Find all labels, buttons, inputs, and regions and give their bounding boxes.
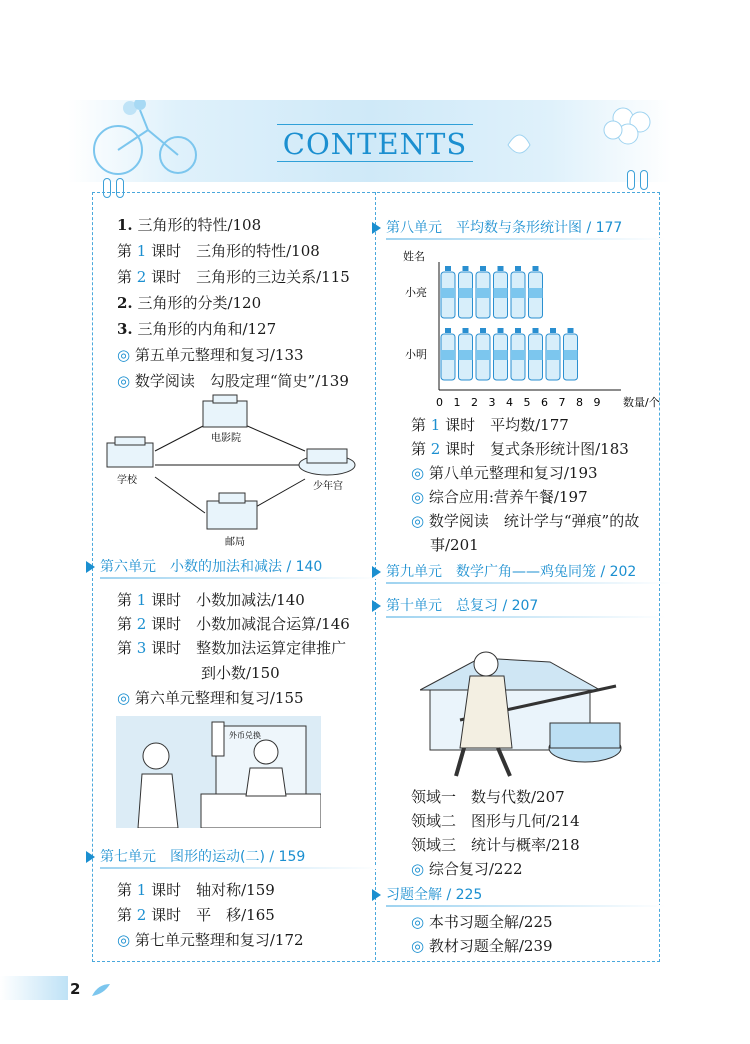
bottle-mark (459, 266, 473, 318)
archer-illustration (420, 628, 630, 780)
answers-title: 习题全解 / 225 (386, 887, 483, 903)
bottle-mark (511, 328, 525, 380)
lesson-number: 1 (136, 591, 147, 609)
heading-underline (100, 867, 380, 869)
chart-tick-label: 2 (471, 396, 478, 409)
unit6-heading[interactable] (86, 555, 380, 579)
heading-underline (386, 616, 666, 618)
bottle-mark (529, 266, 543, 318)
binder-ring-icon (640, 170, 648, 190)
entry-prefix: 第 (411, 440, 427, 458)
lesson-number: 2 (136, 268, 147, 286)
entry-text: 课时 复式条形统计图/183 (445, 440, 629, 458)
entry-text: 课时 轴对称/159 (151, 881, 275, 899)
entry-number: 1. (117, 216, 133, 234)
page-number: 2 (70, 980, 81, 998)
lesson-number: 2 (136, 906, 147, 924)
lesson-number: 2 (136, 615, 147, 633)
toc-entry[interactable] (117, 881, 275, 899)
toc-entry[interactable] (117, 346, 304, 364)
arrow-right-icon (372, 889, 381, 901)
entry-text: 课时 平均数/177 (445, 416, 569, 434)
entry-prefix: 第 (117, 591, 133, 609)
entry-prefix: 第 (117, 881, 133, 899)
bank-illustration (116, 716, 321, 828)
toc-entry[interactable] (117, 591, 305, 609)
entry-text: 事/201 (430, 536, 479, 554)
chart-category-label: 小亮 (405, 286, 427, 299)
lesson-number: 1 (136, 242, 147, 260)
cinema-building-icon (203, 395, 247, 427)
palace-building-icon (299, 449, 355, 475)
entry-prefix: 第 (117, 906, 133, 924)
entry-text: 第六单元整理和复习/155 (134, 689, 304, 707)
unit10-heading[interactable] (372, 594, 666, 618)
entry-prefix: 第 (411, 416, 427, 434)
toc-entry[interactable] (117, 639, 346, 657)
toc-entry[interactable] (117, 906, 275, 924)
entry-text: 第五单元整理和复习/133 (134, 346, 304, 364)
bottle-mark (511, 266, 525, 318)
toc-entry[interactable] (117, 689, 304, 707)
entry-text: 到小数/150 (201, 664, 280, 682)
chart-category-label: 小明 (405, 348, 427, 361)
toc-entry[interactable] (117, 320, 276, 338)
answers-heading[interactable] (372, 883, 666, 907)
lesson-number: 2 (430, 440, 441, 458)
page-title: CONTENTS (282, 127, 468, 161)
heading-underline (386, 238, 666, 240)
chart-xlabel: 数量/个 (623, 396, 660, 409)
circle-bullet-icon: ◎ (411, 512, 425, 530)
chart-tick-label: 7 (558, 396, 566, 409)
entry-text: 三角形的特性/108 (137, 216, 262, 234)
unit7-heading[interactable] (86, 845, 380, 869)
entry-prefix: 第 (117, 639, 133, 657)
entry-text: 本书习题全解/225 (428, 913, 553, 931)
entry-text: 综合应用:营养午餐/197 (428, 488, 588, 506)
entry-text: 领域二 图形与几何/214 (411, 812, 580, 830)
toc-entry[interactable] (117, 615, 350, 633)
bottle-bar-chart (395, 248, 660, 413)
bottle-mark (476, 328, 490, 380)
circle-bullet-icon: ◎ (411, 913, 425, 931)
entry-text: 数学阅读 勾股定理“简史”/139 (134, 372, 349, 390)
entry-text: 第七单元整理和复习/172 (134, 931, 304, 949)
bottle-mark (476, 266, 490, 318)
post-office-building-icon (207, 493, 257, 529)
circle-bullet-icon: ◎ (117, 372, 131, 390)
entry-text: 三角形的内角和/127 (137, 320, 277, 338)
page-number-bar (0, 976, 68, 1000)
entry-text: 领域三 统计与概率/218 (411, 836, 580, 854)
chart-tick-label: 0 (436, 396, 443, 409)
chart-tick-label: 5 (523, 396, 531, 409)
toc-entry[interactable] (411, 488, 588, 506)
arrow-right-icon (372, 222, 381, 234)
entry-text: 课时 小数加减法/140 (151, 591, 305, 609)
bottle-mark (494, 266, 508, 318)
shop-sign-text: 外币兑换 (229, 731, 261, 740)
toc-entry[interactable] (411, 440, 629, 458)
bottle-mark (564, 328, 578, 380)
unit9-title: 第九单元 数学广角——鸡兔同笼 / 202 (386, 564, 637, 580)
customer-figure (143, 743, 169, 769)
school-building-icon (107, 437, 153, 467)
toc-entry[interactable] (117, 216, 261, 234)
arrow-right-icon (372, 566, 381, 578)
entry-text: 课时 平 移/165 (151, 906, 275, 924)
lesson-number: 1 (136, 881, 147, 899)
toc-entry-continuation[interactable] (201, 664, 280, 682)
circle-bullet-icon: ◎ (411, 464, 425, 482)
circle-bullet-icon: ◎ (117, 931, 131, 949)
chart-tick-label: 4 (506, 396, 513, 409)
map-label-palace: 少年宫 (313, 481, 343, 492)
chart-tick-label: 6 (541, 396, 548, 409)
circle-bullet-icon: ◎ (117, 689, 131, 707)
heading-underline (386, 582, 672, 584)
lesson-number: 3 (136, 639, 147, 657)
unit8-title: 第八单元 平均数与条形统计图 / 177 (386, 220, 623, 236)
toc-entry[interactable] (117, 242, 320, 260)
toc-entry[interactable] (411, 788, 565, 806)
entry-text: 三角形的分类/120 (137, 294, 262, 312)
toc-entry[interactable] (117, 931, 304, 949)
toc-entry[interactable] (411, 913, 553, 931)
toc-entry[interactable] (411, 512, 639, 530)
chart-tick-label: 9 (593, 396, 601, 409)
bottle-mark (441, 266, 455, 318)
entry-text: 课时 三角形的特性/108 (151, 242, 320, 260)
entry-text: 领域一 数与代数/207 (411, 788, 565, 806)
unit8-heading[interactable] (372, 216, 666, 240)
unit6-title: 第六单元 小数的加法和减法 / 140 (100, 559, 323, 575)
toc-entry[interactable] (117, 268, 350, 286)
arrow-right-icon (86, 851, 95, 863)
entry-text: 第八单元整理和复习/193 (428, 464, 598, 482)
map-label-school: 学校 (117, 475, 137, 486)
bottle-mark (529, 328, 543, 380)
entry-prefix: 第 (117, 615, 133, 633)
clerk-figure (254, 740, 278, 764)
bottle-mark (459, 328, 473, 380)
leaf-icon (90, 982, 112, 998)
arrow-right-icon (372, 600, 381, 612)
archer-figure (474, 652, 498, 676)
toc-entry[interactable] (411, 860, 523, 878)
lesson-number: 1 (430, 416, 441, 434)
bottle-mark (546, 328, 560, 380)
bottle-mark (494, 328, 508, 380)
map-label-post: 邮局 (225, 537, 245, 548)
bottle-mark (441, 328, 455, 380)
entry-prefix: 第 (117, 268, 133, 286)
entry-text: 课时 三角形的三边关系/115 (151, 268, 350, 286)
toc-entry[interactable] (117, 372, 349, 390)
entry-prefix: 第 (117, 242, 133, 260)
heading-underline (100, 577, 380, 579)
circle-bullet-icon: ◎ (411, 937, 425, 955)
unit7-title: 第七单元 图形的运动(二) / 159 (100, 849, 306, 865)
heading-underline (386, 905, 666, 907)
shop-sign (212, 722, 224, 756)
map-label-cinema: 电影院 (211, 433, 241, 444)
unit9-heading[interactable] (372, 560, 672, 584)
circle-bullet-icon: ◎ (411, 488, 425, 506)
chart-tick-label: 8 (576, 396, 583, 409)
entry-number: 3. (117, 320, 133, 338)
circle-bullet-icon: ◎ (117, 346, 131, 364)
toc-entry[interactable] (117, 294, 261, 312)
entry-text: 数学阅读 统计学与“弹痕”的故 (428, 512, 640, 530)
entry-text: 综合复习/222 (428, 860, 523, 878)
chart-tick-label: 1 (453, 396, 461, 409)
map-illustration (95, 393, 370, 550)
toc-entry[interactable] (411, 812, 580, 830)
entry-number: 2. (117, 294, 133, 312)
chart-ylabel: 姓名 (403, 250, 425, 263)
entry-text: 课时 整数加法运算定律推广 (151, 639, 347, 657)
entry-text: 教材习题全解/239 (428, 937, 553, 955)
toc-entry[interactable] (411, 937, 553, 955)
arrow-right-icon (86, 561, 95, 573)
toc-entry-continuation[interactable] (430, 536, 479, 554)
binder-ring-icon (627, 170, 635, 190)
circle-bullet-icon: ◎ (411, 860, 425, 878)
toc-entry[interactable] (411, 464, 598, 482)
toc-entry[interactable] (411, 416, 569, 434)
unit10-title: 第十单元 总复习 / 207 (386, 598, 539, 614)
toc-entry[interactable] (411, 836, 580, 854)
entry-text: 课时 小数加减混合运算/146 (151, 615, 350, 633)
chart-tick-label: 3 (488, 396, 496, 409)
